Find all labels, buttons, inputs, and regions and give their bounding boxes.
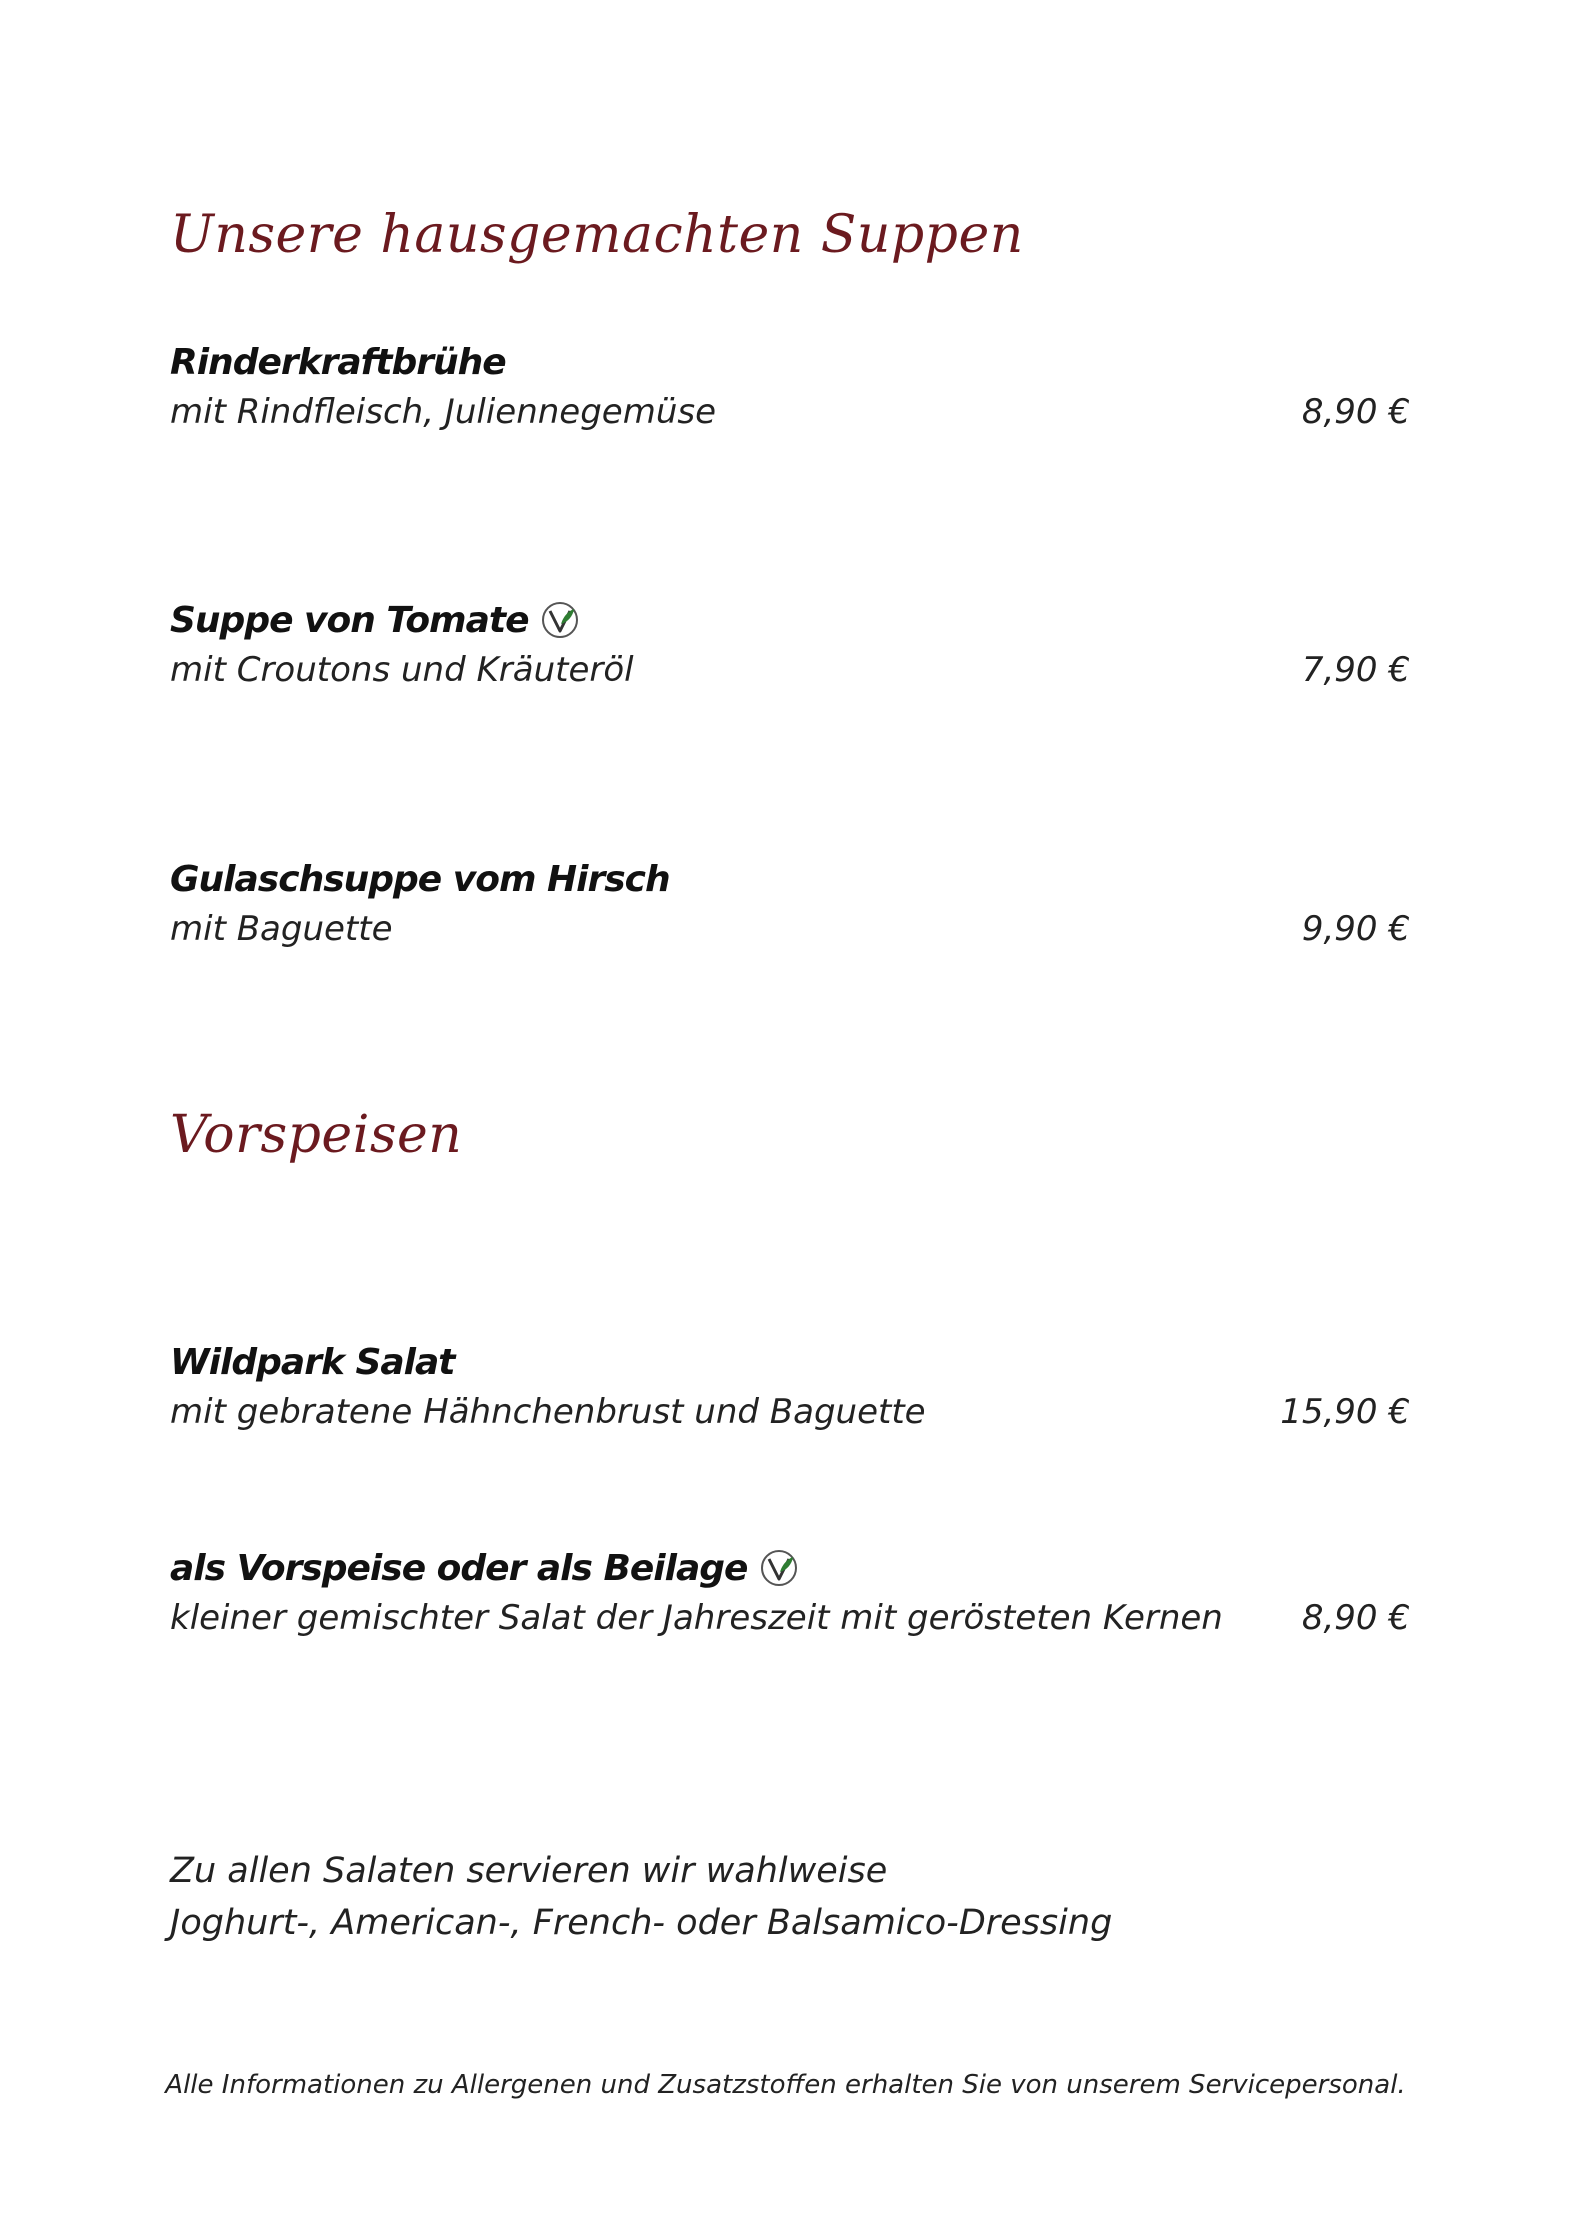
item-name: Suppe von Tomate [170, 599, 529, 641]
item-description: mit gebratene Hähnchenbrust und Baguette [170, 1392, 926, 1432]
menu-item [170, 340, 1410, 436]
item-name: Gulaschsuppe vom Hirsch [170, 858, 670, 900]
item-price: 8,90 € [1301, 1598, 1410, 1638]
allergen-footer-note: Alle Informationen zu Allergenen und Zusatzstoffen erhalten Sie von unserem Servicepersonal. [165, 2070, 1406, 2100]
salad-note-line: Zu allen Salaten servieren wir wahlweise [170, 1851, 888, 1891]
vegetarian-icon [759, 1548, 799, 1588]
item-description: mit Rindfleisch, Juliennegemüse [170, 392, 717, 432]
menu-item [170, 1340, 1410, 1436]
menu-item [170, 598, 1410, 694]
item-price: 7,90 € [1301, 650, 1410, 690]
item-price: 15,90 € [1280, 1392, 1410, 1432]
item-description: kleiner gemischter Salat der Jahreszeit mit gerösteten Kernen [170, 1598, 1223, 1638]
item-name: Wildpark Salat [170, 1341, 455, 1383]
item-price: 8,90 € [1301, 392, 1410, 432]
section-title-starters: Vorspeisen [170, 1105, 463, 1165]
item-description: mit Baguette [170, 909, 393, 949]
menu-item [170, 1546, 1410, 1642]
section-title-soups: Unsere hausgemachten Suppen [170, 205, 1024, 265]
item-name: Rinderkraftbrühe [170, 341, 506, 383]
item-description: mit Croutons und Kräuteröl [170, 650, 634, 690]
vegetarian-icon [540, 600, 580, 640]
salad-dressing-note [170, 1845, 1112, 1949]
salad-note-line: Joghurt-, American-, French- oder Balsamico-Dressing [170, 1903, 1113, 1943]
item-price: 9,90 € [1301, 909, 1410, 949]
item-name: als Vorspeise oder als Beilage [170, 1547, 748, 1589]
menu-item [170, 857, 1410, 953]
